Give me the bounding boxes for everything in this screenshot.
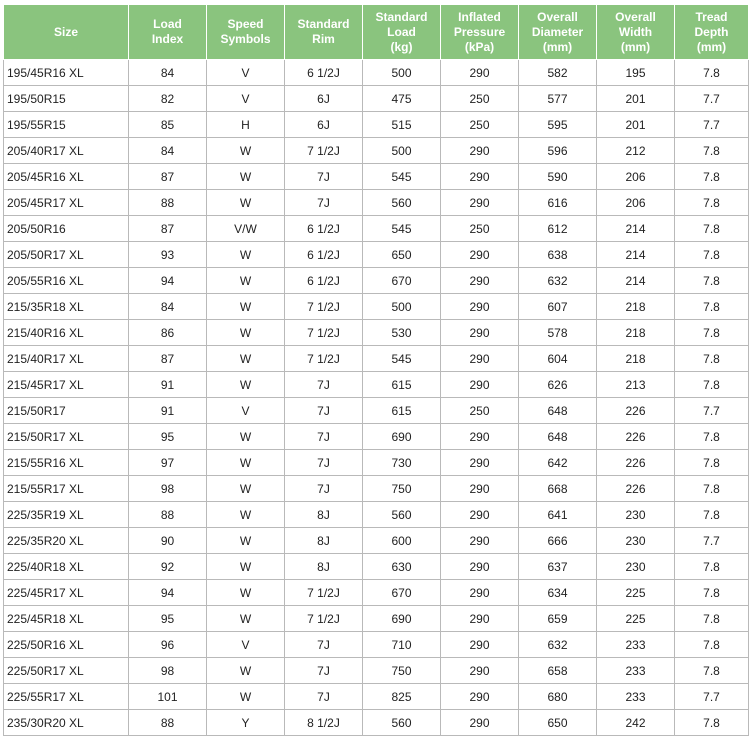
cell-standard-rim: 6 1/2J bbox=[285, 216, 363, 242]
cell-standard-load: 710 bbox=[363, 632, 441, 658]
cell-standard-load: 615 bbox=[363, 372, 441, 398]
cell-inflated-pressure: 290 bbox=[441, 268, 519, 294]
cell-overall-width: 218 bbox=[597, 346, 675, 372]
cell-overall-width: 225 bbox=[597, 606, 675, 632]
cell-overall-diameter: 616 bbox=[519, 190, 597, 216]
cell-inflated-pressure: 290 bbox=[441, 372, 519, 398]
cell-size: 205/55R16 XL bbox=[4, 268, 129, 294]
cell-standard-rim: 7J bbox=[285, 632, 363, 658]
cell-standard-load: 825 bbox=[363, 684, 441, 710]
column-header-inflated-pressure bbox=[441, 5, 519, 60]
cell-size: 205/40R17 XL bbox=[4, 138, 129, 164]
cell-speed-symbols: W bbox=[207, 372, 285, 398]
cell-load-index: 88 bbox=[129, 710, 207, 736]
cell-speed-symbols: W bbox=[207, 294, 285, 320]
cell-standard-load: 750 bbox=[363, 658, 441, 684]
cell-inflated-pressure: 290 bbox=[441, 346, 519, 372]
cell-load-index: 90 bbox=[129, 528, 207, 554]
table-row bbox=[4, 632, 749, 658]
cell-load-index: 85 bbox=[129, 112, 207, 138]
cell-speed-symbols: W bbox=[207, 528, 285, 554]
cell-standard-load: 560 bbox=[363, 190, 441, 216]
cell-overall-diameter: 595 bbox=[519, 112, 597, 138]
table-row bbox=[4, 476, 749, 502]
cell-standard-load: 670 bbox=[363, 268, 441, 294]
table-row bbox=[4, 294, 749, 320]
cell-speed-symbols: Y bbox=[207, 710, 285, 736]
cell-standard-rim: 7J bbox=[285, 372, 363, 398]
column-header-standard-rim bbox=[285, 5, 363, 60]
cell-speed-symbols: W bbox=[207, 658, 285, 684]
cell-tread-depth: 7.8 bbox=[675, 164, 749, 190]
cell-inflated-pressure: 290 bbox=[441, 320, 519, 346]
cell-size: 215/55R16 XL bbox=[4, 450, 129, 476]
cell-overall-width: 206 bbox=[597, 190, 675, 216]
cell-standard-rim: 7J bbox=[285, 476, 363, 502]
table-row bbox=[4, 242, 749, 268]
cell-standard-load: 690 bbox=[363, 424, 441, 450]
table-row bbox=[4, 320, 749, 346]
cell-overall-width: 226 bbox=[597, 476, 675, 502]
cell-load-index: 94 bbox=[129, 268, 207, 294]
column-header-line: Symbols bbox=[220, 32, 271, 46]
cell-overall-diameter: 607 bbox=[519, 294, 597, 320]
cell-overall-width: 213 bbox=[597, 372, 675, 398]
cell-inflated-pressure: 290 bbox=[441, 710, 519, 736]
cell-speed-symbols: W bbox=[207, 450, 285, 476]
cell-overall-diameter: 658 bbox=[519, 658, 597, 684]
table-row bbox=[4, 710, 749, 736]
table-body bbox=[4, 60, 749, 736]
column-header-line: Tread bbox=[695, 9, 728, 24]
cell-size: 215/40R16 XL bbox=[4, 320, 129, 346]
table-row bbox=[4, 502, 749, 528]
cell-load-index: 88 bbox=[129, 502, 207, 528]
cell-tread-depth: 7.8 bbox=[675, 710, 749, 736]
cell-overall-width: 233 bbox=[597, 632, 675, 658]
cell-load-index: 88 bbox=[129, 190, 207, 216]
cell-inflated-pressure: 290 bbox=[441, 658, 519, 684]
cell-standard-load: 730 bbox=[363, 450, 441, 476]
cell-standard-load: 560 bbox=[363, 710, 441, 736]
cell-overall-diameter: 596 bbox=[519, 138, 597, 164]
cell-overall-width: 226 bbox=[597, 398, 675, 424]
table-row bbox=[4, 190, 749, 216]
cell-load-index: 84 bbox=[129, 294, 207, 320]
cell-standard-rim: 7J bbox=[285, 164, 363, 190]
cell-inflated-pressure: 290 bbox=[441, 502, 519, 528]
table-row bbox=[4, 658, 749, 684]
cell-load-index: 94 bbox=[129, 580, 207, 606]
cell-overall-diameter: 632 bbox=[519, 268, 597, 294]
cell-size: 225/50R17 XL bbox=[4, 658, 129, 684]
cell-load-index: 98 bbox=[129, 658, 207, 684]
cell-size: 235/30R20 XL bbox=[4, 710, 129, 736]
cell-load-index: 95 bbox=[129, 606, 207, 632]
cell-tread-depth: 7.8 bbox=[675, 346, 749, 372]
table-row bbox=[4, 268, 749, 294]
table-row bbox=[4, 346, 749, 372]
table-header bbox=[4, 5, 749, 60]
cell-standard-load: 545 bbox=[363, 346, 441, 372]
tire-spec-table bbox=[3, 4, 749, 736]
cell-load-index: 91 bbox=[129, 398, 207, 424]
table-row bbox=[4, 606, 749, 632]
cell-tread-depth: 7.8 bbox=[675, 242, 749, 268]
cell-speed-symbols: W bbox=[207, 606, 285, 632]
cell-tread-depth: 7.8 bbox=[675, 294, 749, 320]
cell-tread-depth: 7.8 bbox=[675, 424, 749, 450]
cell-tread-depth: 7.7 bbox=[675, 684, 749, 710]
column-header-load-index bbox=[129, 5, 207, 60]
cell-overall-width: 226 bbox=[597, 450, 675, 476]
cell-standard-rim: 7 1/2J bbox=[285, 294, 363, 320]
cell-overall-diameter: 650 bbox=[519, 710, 597, 736]
cell-inflated-pressure: 290 bbox=[441, 190, 519, 216]
cell-speed-symbols: W bbox=[207, 242, 285, 268]
cell-size: 215/50R17 XL bbox=[4, 424, 129, 450]
column-header-line: Depth bbox=[694, 24, 729, 39]
cell-overall-diameter: 666 bbox=[519, 528, 597, 554]
column-header-line: Index bbox=[151, 32, 184, 46]
column-header-line: Standard bbox=[297, 17, 350, 31]
cell-size: 215/40R17 XL bbox=[4, 346, 129, 372]
cell-tread-depth: 7.8 bbox=[675, 320, 749, 346]
cell-tread-depth: 7.8 bbox=[675, 372, 749, 398]
cell-standard-load: 615 bbox=[363, 398, 441, 424]
column-header-line: Load bbox=[153, 17, 182, 31]
cell-overall-width: 226 bbox=[597, 424, 675, 450]
cell-load-index: 96 bbox=[129, 632, 207, 658]
column-header-line: Load bbox=[387, 24, 416, 39]
cell-inflated-pressure: 290 bbox=[441, 450, 519, 476]
cell-overall-diameter: 604 bbox=[519, 346, 597, 372]
cell-overall-width: 230 bbox=[597, 528, 675, 554]
cell-load-index: 87 bbox=[129, 346, 207, 372]
cell-standard-load: 750 bbox=[363, 476, 441, 502]
cell-standard-rim: 8J bbox=[285, 528, 363, 554]
column-header-line: (kg) bbox=[390, 39, 413, 54]
cell-overall-diameter: 582 bbox=[519, 60, 597, 86]
cell-standard-rim: 7 1/2J bbox=[285, 320, 363, 346]
cell-tread-depth: 7.8 bbox=[675, 60, 749, 86]
cell-speed-symbols: V bbox=[207, 632, 285, 658]
cell-standard-rim: 8J bbox=[285, 554, 363, 580]
cell-standard-load: 545 bbox=[363, 164, 441, 190]
cell-inflated-pressure: 250 bbox=[441, 398, 519, 424]
cell-overall-diameter: 648 bbox=[519, 424, 597, 450]
column-header-line: Speed bbox=[227, 17, 264, 31]
cell-overall-diameter: 612 bbox=[519, 216, 597, 242]
cell-overall-diameter: 668 bbox=[519, 476, 597, 502]
column-header-overall-diameter bbox=[519, 5, 597, 60]
cell-inflated-pressure: 290 bbox=[441, 164, 519, 190]
column-header-overall-width bbox=[597, 5, 675, 60]
cell-speed-symbols: W bbox=[207, 424, 285, 450]
cell-load-index: 91 bbox=[129, 372, 207, 398]
cell-size: 205/50R16 bbox=[4, 216, 129, 242]
cell-speed-symbols: H bbox=[207, 112, 285, 138]
cell-overall-diameter: 642 bbox=[519, 450, 597, 476]
cell-inflated-pressure: 290 bbox=[441, 476, 519, 502]
cell-standard-rim: 6 1/2J bbox=[285, 268, 363, 294]
cell-overall-width: 233 bbox=[597, 684, 675, 710]
cell-load-index: 97 bbox=[129, 450, 207, 476]
cell-tread-depth: 7.8 bbox=[675, 476, 749, 502]
cell-overall-width: 218 bbox=[597, 320, 675, 346]
cell-size: 195/50R15 bbox=[4, 86, 129, 112]
table-row bbox=[4, 398, 749, 424]
table-row bbox=[4, 554, 749, 580]
header-row bbox=[4, 5, 749, 60]
table-row bbox=[4, 684, 749, 710]
cell-tread-depth: 7.8 bbox=[675, 190, 749, 216]
cell-overall-diameter: 632 bbox=[519, 632, 597, 658]
column-header-line: (mm) bbox=[696, 39, 727, 54]
cell-size: 205/45R16 XL bbox=[4, 164, 129, 190]
cell-size: 205/50R17 XL bbox=[4, 242, 129, 268]
cell-standard-rim: 7J bbox=[285, 658, 363, 684]
column-header-line: Rim bbox=[312, 32, 335, 46]
column-header-line: Pressure bbox=[453, 24, 506, 39]
column-header-line: (mm) bbox=[542, 39, 573, 54]
cell-load-index: 92 bbox=[129, 554, 207, 580]
cell-overall-width: 225 bbox=[597, 580, 675, 606]
cell-inflated-pressure: 290 bbox=[441, 606, 519, 632]
cell-overall-diameter: 626 bbox=[519, 372, 597, 398]
cell-standard-rim: 6J bbox=[285, 86, 363, 112]
cell-overall-diameter: 638 bbox=[519, 242, 597, 268]
cell-inflated-pressure: 290 bbox=[441, 528, 519, 554]
cell-standard-load: 515 bbox=[363, 112, 441, 138]
table-row bbox=[4, 216, 749, 242]
cell-load-index: 98 bbox=[129, 476, 207, 502]
cell-speed-symbols: W bbox=[207, 268, 285, 294]
cell-overall-width: 218 bbox=[597, 294, 675, 320]
cell-standard-load: 600 bbox=[363, 528, 441, 554]
cell-speed-symbols: W bbox=[207, 554, 285, 580]
cell-tread-depth: 7.8 bbox=[675, 606, 749, 632]
cell-load-index: 84 bbox=[129, 60, 207, 86]
table-row bbox=[4, 164, 749, 190]
cell-overall-width: 242 bbox=[597, 710, 675, 736]
column-header-line: Standard bbox=[375, 9, 428, 24]
cell-overall-diameter: 634 bbox=[519, 580, 597, 606]
cell-tread-depth: 7.8 bbox=[675, 216, 749, 242]
column-header-line: Inflated bbox=[458, 9, 501, 24]
cell-standard-rim: 7 1/2J bbox=[285, 606, 363, 632]
cell-standard-load: 530 bbox=[363, 320, 441, 346]
cell-speed-symbols: W bbox=[207, 476, 285, 502]
cell-overall-width: 214 bbox=[597, 242, 675, 268]
cell-standard-rim: 6J bbox=[285, 112, 363, 138]
cell-overall-width: 201 bbox=[597, 86, 675, 112]
cell-tread-depth: 7.7 bbox=[675, 528, 749, 554]
cell-speed-symbols: V bbox=[207, 60, 285, 86]
cell-speed-symbols: V bbox=[207, 86, 285, 112]
cell-standard-rim: 6 1/2J bbox=[285, 60, 363, 86]
cell-speed-symbols: W bbox=[207, 580, 285, 606]
cell-size: 225/35R19 XL bbox=[4, 502, 129, 528]
cell-size: 215/35R18 XL bbox=[4, 294, 129, 320]
cell-tread-depth: 7.7 bbox=[675, 112, 749, 138]
cell-standard-rim: 7J bbox=[285, 684, 363, 710]
cell-standard-rim: 7J bbox=[285, 190, 363, 216]
cell-tread-depth: 7.8 bbox=[675, 554, 749, 580]
cell-size: 225/55R17 XL bbox=[4, 684, 129, 710]
cell-standard-load: 500 bbox=[363, 294, 441, 320]
cell-load-index: 95 bbox=[129, 424, 207, 450]
cell-inflated-pressure: 290 bbox=[441, 580, 519, 606]
table-row bbox=[4, 450, 749, 476]
cell-inflated-pressure: 250 bbox=[441, 112, 519, 138]
cell-tread-depth: 7.8 bbox=[675, 450, 749, 476]
cell-size: 215/55R17 XL bbox=[4, 476, 129, 502]
cell-overall-width: 201 bbox=[597, 112, 675, 138]
table-row bbox=[4, 372, 749, 398]
cell-load-index: 87 bbox=[129, 216, 207, 242]
column-header-speed-symbols bbox=[207, 5, 285, 60]
cell-size: 205/45R17 XL bbox=[4, 190, 129, 216]
table-row bbox=[4, 112, 749, 138]
cell-standard-rim: 7J bbox=[285, 450, 363, 476]
cell-inflated-pressure: 290 bbox=[441, 424, 519, 450]
cell-inflated-pressure: 290 bbox=[441, 632, 519, 658]
cell-standard-load: 475 bbox=[363, 86, 441, 112]
column-header-line: Size bbox=[53, 24, 78, 39]
cell-load-index: 87 bbox=[129, 164, 207, 190]
cell-standard-load: 630 bbox=[363, 554, 441, 580]
cell-tread-depth: 7.8 bbox=[675, 268, 749, 294]
cell-size: 225/35R20 XL bbox=[4, 528, 129, 554]
cell-size: 225/40R18 XL bbox=[4, 554, 129, 580]
cell-size: 225/45R17 XL bbox=[4, 580, 129, 606]
cell-overall-width: 233 bbox=[597, 658, 675, 684]
cell-overall-diameter: 578 bbox=[519, 320, 597, 346]
cell-overall-diameter: 641 bbox=[519, 502, 597, 528]
cell-load-index: 84 bbox=[129, 138, 207, 164]
cell-standard-rim: 8 1/2J bbox=[285, 710, 363, 736]
cell-load-index: 93 bbox=[129, 242, 207, 268]
column-header-line: Diameter bbox=[531, 24, 584, 39]
column-header-line: Width bbox=[618, 24, 653, 39]
cell-size: 195/55R15 bbox=[4, 112, 129, 138]
column-header-standard-load bbox=[363, 5, 441, 60]
cell-overall-diameter: 637 bbox=[519, 554, 597, 580]
cell-tread-depth: 7.8 bbox=[675, 658, 749, 684]
cell-speed-symbols: V bbox=[207, 398, 285, 424]
cell-tread-depth: 7.8 bbox=[675, 138, 749, 164]
cell-overall-width: 230 bbox=[597, 502, 675, 528]
cell-overall-width: 230 bbox=[597, 554, 675, 580]
cell-size: 225/50R16 XL bbox=[4, 632, 129, 658]
cell-standard-load: 500 bbox=[363, 60, 441, 86]
cell-standard-rim: 7 1/2J bbox=[285, 346, 363, 372]
cell-standard-load: 560 bbox=[363, 502, 441, 528]
column-header-line: Overall bbox=[615, 9, 656, 24]
cell-standard-load: 690 bbox=[363, 606, 441, 632]
cell-inflated-pressure: 290 bbox=[441, 242, 519, 268]
cell-speed-symbols: W bbox=[207, 346, 285, 372]
table-row bbox=[4, 138, 749, 164]
cell-standard-rim: 7J bbox=[285, 424, 363, 450]
cell-load-index: 101 bbox=[129, 684, 207, 710]
cell-overall-diameter: 590 bbox=[519, 164, 597, 190]
cell-size: 215/45R17 XL bbox=[4, 372, 129, 398]
cell-overall-width: 206 bbox=[597, 164, 675, 190]
cell-speed-symbols: W bbox=[207, 320, 285, 346]
cell-overall-width: 212 bbox=[597, 138, 675, 164]
cell-inflated-pressure: 290 bbox=[441, 554, 519, 580]
cell-standard-load: 670 bbox=[363, 580, 441, 606]
cell-overall-width: 214 bbox=[597, 216, 675, 242]
cell-load-index: 82 bbox=[129, 86, 207, 112]
cell-inflated-pressure: 250 bbox=[441, 216, 519, 242]
column-header-size bbox=[4, 5, 129, 60]
cell-tread-depth: 7.8 bbox=[675, 632, 749, 658]
table-row bbox=[4, 86, 749, 112]
cell-speed-symbols: V/W bbox=[207, 216, 285, 242]
table-row bbox=[4, 424, 749, 450]
cell-speed-symbols: W bbox=[207, 502, 285, 528]
cell-standard-load: 545 bbox=[363, 216, 441, 242]
cell-tread-depth: 7.8 bbox=[675, 502, 749, 528]
cell-speed-symbols: W bbox=[207, 190, 285, 216]
cell-tread-depth: 7.8 bbox=[675, 580, 749, 606]
cell-standard-rim: 7 1/2J bbox=[285, 138, 363, 164]
cell-overall-diameter: 648 bbox=[519, 398, 597, 424]
cell-overall-width: 195 bbox=[597, 60, 675, 86]
cell-inflated-pressure: 250 bbox=[441, 86, 519, 112]
cell-speed-symbols: W bbox=[207, 138, 285, 164]
cell-inflated-pressure: 290 bbox=[441, 60, 519, 86]
cell-load-index: 86 bbox=[129, 320, 207, 346]
cell-standard-rim: 6 1/2J bbox=[285, 242, 363, 268]
cell-overall-diameter: 577 bbox=[519, 86, 597, 112]
cell-tread-depth: 7.7 bbox=[675, 398, 749, 424]
table-row bbox=[4, 528, 749, 554]
column-header-line: Overall bbox=[537, 9, 578, 24]
cell-size: 225/45R18 XL bbox=[4, 606, 129, 632]
cell-size: 195/45R16 XL bbox=[4, 60, 129, 86]
cell-speed-symbols: W bbox=[207, 164, 285, 190]
column-header-tread-depth bbox=[675, 5, 749, 60]
cell-overall-width: 214 bbox=[597, 268, 675, 294]
cell-standard-rim: 7J bbox=[285, 398, 363, 424]
table-row bbox=[4, 60, 749, 86]
cell-inflated-pressure: 290 bbox=[441, 138, 519, 164]
cell-standard-rim: 7 1/2J bbox=[285, 580, 363, 606]
cell-standard-load: 500 bbox=[363, 138, 441, 164]
column-header-line: (mm) bbox=[620, 39, 651, 54]
cell-inflated-pressure: 290 bbox=[441, 294, 519, 320]
cell-tread-depth: 7.7 bbox=[675, 86, 749, 112]
cell-size: 215/50R17 bbox=[4, 398, 129, 424]
cell-speed-symbols: W bbox=[207, 684, 285, 710]
cell-standard-rim: 8J bbox=[285, 502, 363, 528]
cell-inflated-pressure: 290 bbox=[441, 684, 519, 710]
cell-overall-diameter: 680 bbox=[519, 684, 597, 710]
cell-overall-diameter: 659 bbox=[519, 606, 597, 632]
table-row bbox=[4, 580, 749, 606]
column-header-line: (kPa) bbox=[464, 39, 495, 54]
cell-standard-load: 650 bbox=[363, 242, 441, 268]
